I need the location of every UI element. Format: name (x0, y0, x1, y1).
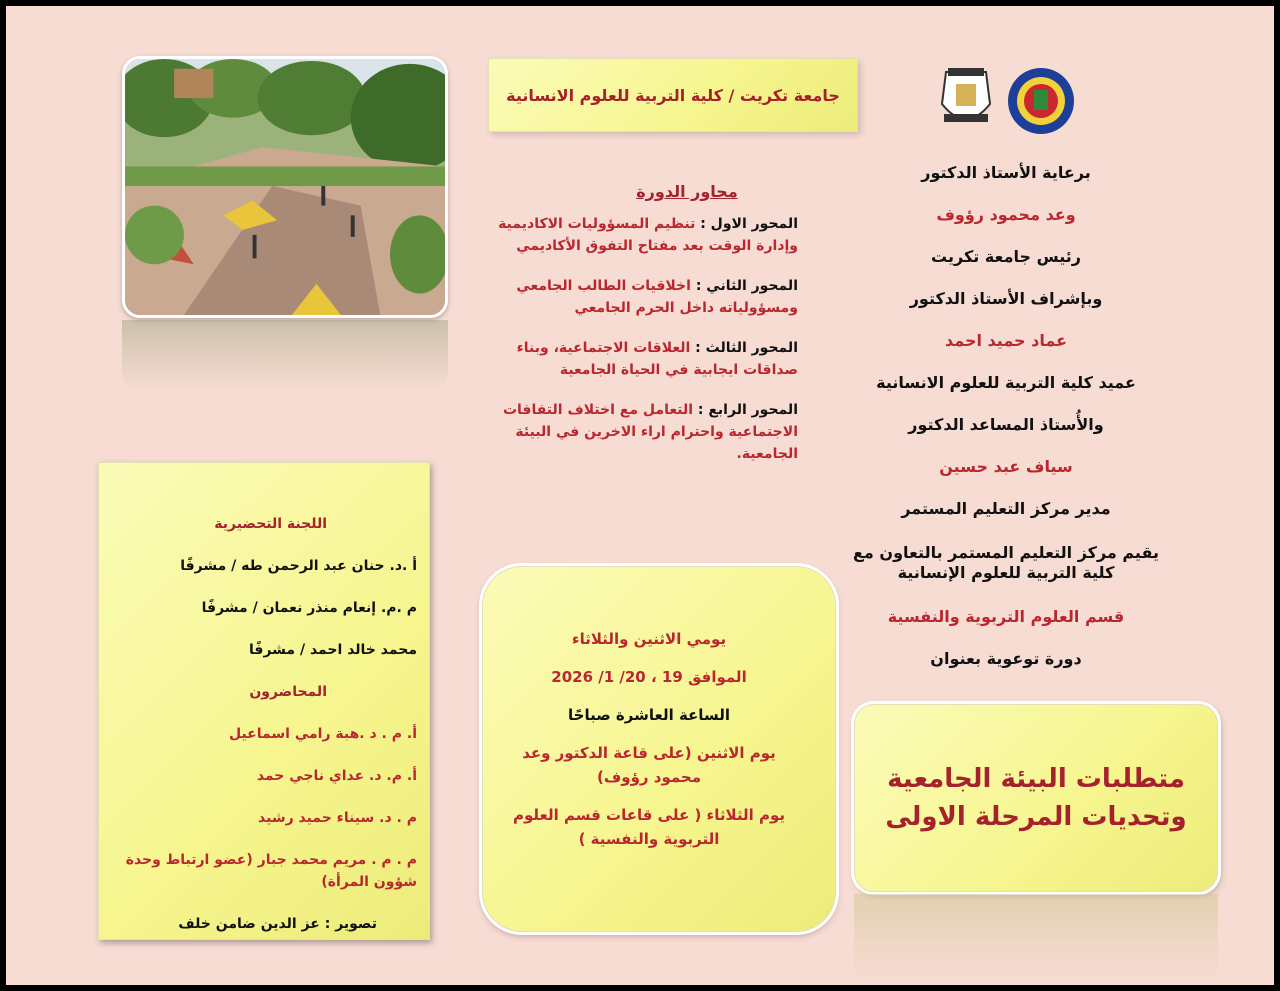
photo-credit: تصوير : عز الدين ضامن خلف (178, 916, 377, 932)
patronage-line: عميد كلية التربية للعلوم الانسانية (876, 373, 1136, 392)
schedule-time: الساعة العاشرة صباحًا (568, 706, 730, 724)
committee-member: م .م. إنعام منذر نعمان / مشرفًا (201, 600, 417, 616)
schedule-box (482, 566, 836, 932)
patronage-line: سياف عبد حسين (939, 457, 1073, 476)
patronage-line: والأُستاذ المساعد الدكتور (908, 415, 1104, 434)
course-title-line2: وتحديات المرحلة الاولى (885, 802, 1187, 832)
patronage-line: مدير مركز التعليم المستمر (901, 499, 1111, 518)
committee-member: أ .د. حنان عبد الرحمن طه / مشرفًا (180, 558, 417, 574)
campus-photo (122, 56, 448, 318)
axes-title: محاور الدورة (636, 182, 738, 201)
course-title-box (854, 704, 1218, 892)
committee-member: محمد خالد احمد / مشرفًا (249, 642, 417, 658)
axis-text: اخلاقيات الطالب الجامعي ومسؤولياته داخل الحرم الجامعي (516, 278, 798, 316)
patronage-line: يقيم مركز التعليم المستمر بالتعاون مع كلية التربية للعلوم الإنسانية (853, 543, 1159, 582)
lecturer: أ. م. د. عداي ناجي حمد (256, 768, 417, 784)
course-axis (486, 213, 798, 257)
axis-text: التعامل مع اختلاف التفافات الاجتماعية واحترام اراء الاخرين في البيئة الجامعية. (502, 402, 798, 462)
patronage-line: عماد حميد احمد (944, 331, 1068, 350)
schedule-tuesday: يوم الثلاثاء ( على قاعات قسم العلوم التربوية والنفسية ) (513, 806, 785, 848)
title-reflection (854, 894, 1218, 985)
axis-label: المحور الثالث : (695, 340, 798, 356)
prep-committee-title: اللجنة التحضيرية (214, 516, 327, 532)
flyer-page (6, 6, 1274, 985)
patronage-line: دورة توعوية بعنوان (930, 649, 1082, 668)
lecturer: م . م . مريم محمد جبار (عضو ارتباط وحدة شؤون المرأة) (125, 852, 417, 890)
axis-label: المحور الرابع : (697, 402, 798, 418)
schedule-date: الموافق 19 ، 20/ 1/ 2026 (551, 668, 747, 686)
college-logo (934, 64, 998, 134)
axis-text: تنظيم المسؤوليات الاكاديمية وإدارة الوقت بعد مفتاح التفوق الأكاديمي (498, 216, 798, 254)
schedule-days: يومي الاثنين والثلاثاء (571, 630, 727, 648)
axis-label: المحور الثاني : (695, 278, 798, 294)
axis-text: العلاقات الاجتماعية، وبناء صداقات ايجابية في الحياة الجامعية (516, 340, 798, 378)
patronage-column (846, 152, 1166, 680)
schedule-monday: يوم الاثنين (على قاعة الدكتور وعد محمود رؤوف) (522, 744, 776, 786)
university-logo (1006, 66, 1076, 136)
course-axis (486, 337, 798, 381)
lecturers-title: المحاضرون (249, 684, 327, 700)
patronage-line: قسم العلوم التربوية والنفسية (887, 607, 1125, 626)
patronage-line: برعاية الأستاذ الدكتور (921, 163, 1091, 182)
course-axis (486, 275, 798, 319)
university-header-box (488, 58, 858, 132)
patronage-line: وبإشراف الأستاذ الدكتور (909, 289, 1103, 308)
course-axes (486, 182, 798, 483)
course-title-line1: متطلبات البيئة الجامعية (887, 764, 1185, 794)
committee-box (98, 462, 430, 940)
university-title: جامعة تكريت / كلية التربية للعلوم الانسانية (506, 85, 840, 105)
course-axis (486, 399, 798, 465)
lecturer: م . د. سيناء حميد رشيد (258, 810, 417, 826)
patronage-line: رئيس جامعة تكريت (931, 247, 1081, 266)
axis-label: المحور الاول : (700, 216, 798, 232)
patronage-line: وعد محمود رؤوف (936, 205, 1076, 224)
photo-reflection (122, 320, 448, 390)
lecturer: أ. م . د .هبة رامي اسماعيل (228, 726, 417, 742)
